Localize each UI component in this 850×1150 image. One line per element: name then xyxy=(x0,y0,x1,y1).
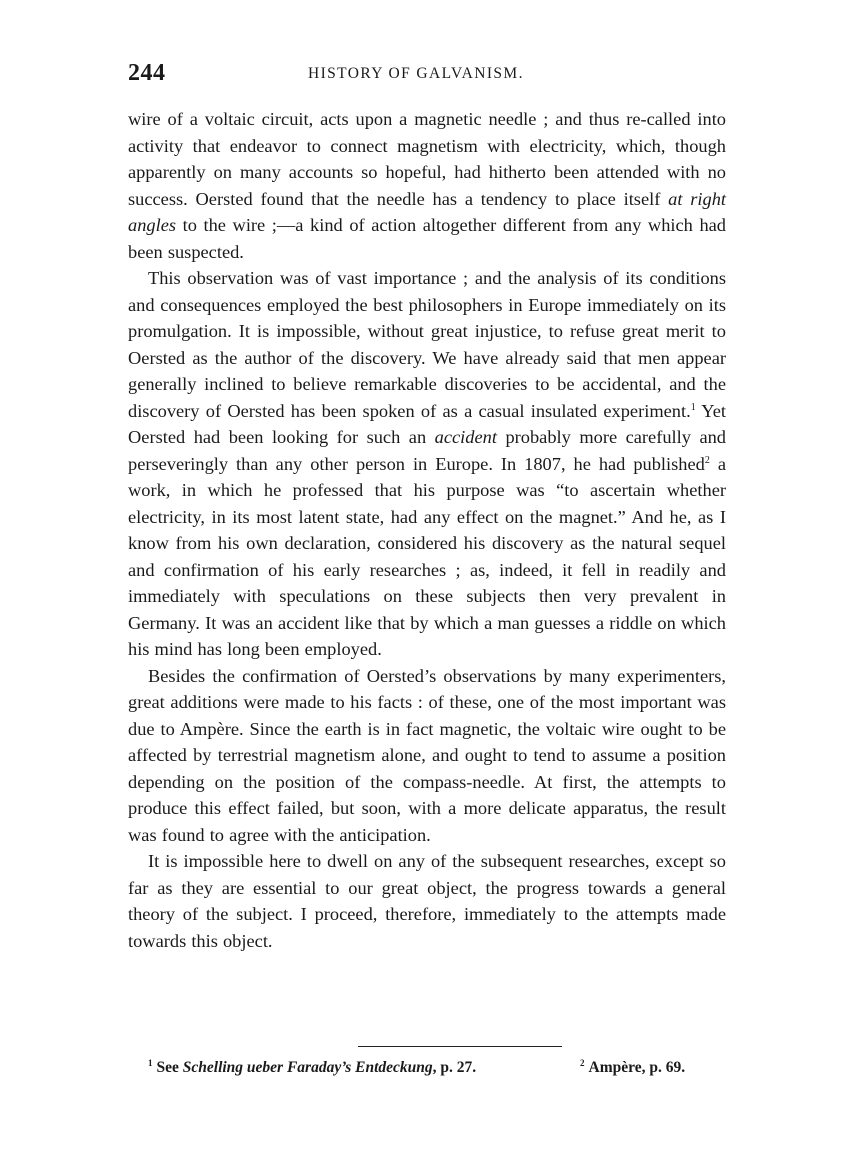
italic-text: at right angles xyxy=(128,188,727,235)
text-run: wire of a voltaic circuit, acts upon a magnetic needle ; and thus re-called into activity that endeavor to connect magnetism with electricity, which, though apparently on many accounts so hopeful, had hitherto been attended with no success. Oersted found that the needle has a tendency to place itself xyxy=(128,109,726,209)
footnote-mark: 1 xyxy=(148,1058,153,1068)
footnote xyxy=(148,1058,476,1077)
italic-text: Schelling ueber Faraday’s Entdeckung xyxy=(182,1059,433,1076)
text-run: Ampère, p. 69. xyxy=(588,1059,686,1076)
footnote-mark: 2 xyxy=(580,1058,585,1068)
footnote-divider xyxy=(358,1046,562,1047)
page-header xyxy=(128,60,726,90)
footnote-reference: 2 xyxy=(704,454,710,466)
paragraph xyxy=(128,265,726,663)
footnote xyxy=(580,1058,685,1077)
page-number: 244 xyxy=(128,60,166,86)
text-run: to the wire ;—a kind of action altogether different from any which had been suspected. xyxy=(128,215,726,262)
paragraph xyxy=(128,663,726,849)
text-run: , p. 27. xyxy=(432,1059,477,1076)
italic-text: accident xyxy=(434,427,497,447)
text-run: a work, in which he professed that his purpose was “to ascertain whether electricity, in its most latent state, had any effect on the magnet.” And he, as I know from his own declaration, considered his discovery as the natural sequel and confirmation of his early researches ; as, indeed, it fell in readily and immediately with speculations on these subjects then very prevalent in Germany. It was an accident like that by which a man guesses a riddle on which his mind has long been employed. xyxy=(128,453,726,659)
paragraph xyxy=(128,106,726,265)
text-run: This observation was of vast importance ; and the analysis of its conditions and consequences employed the best philosophers in Europe immediately on its promulgation. It is impossible, without great injustice, to refuse great merit to Oersted as the author of the discovery. We have already said that men appear generally inclined to believe remarkable discoveries to be accidental, and the discovery of Oersted has been spoken of as a casual insulated experiment. xyxy=(128,268,726,421)
paragraph xyxy=(128,848,726,954)
text-run: It is impossible here to dwell on any of the subsequent researches, except so far as they are essential to our great object, the progress towards a general theory of the subject. I proceed, therefore, immediately to the attempts made towards this object. xyxy=(128,851,726,951)
footnote-reference: 1 xyxy=(690,401,696,413)
text-run: See xyxy=(156,1059,183,1076)
text-run: Yet Oersted had been looking for such an xyxy=(128,400,726,447)
text-run: probably more carefully and perseveringly than any other person in Europe. In 1807, he had published xyxy=(128,427,726,474)
running-head: HISTORY OF GALVANISM. xyxy=(308,65,524,82)
body-text xyxy=(128,106,726,954)
text-run: Besides the confirmation of Oersted’s observations by many experimenters, great additions were made to his facts : of these, one of the most important was due to Ampère. Since the earth is in fact magnetic, the voltaic wire ought to be affected by terrestrial magnetism alone, and ought to tend to assume a position depending on the position of the compass-needle. At first, the attempts to produce this effect failed, but soon, with a more delicate apparatus, the result was found to agree with the anticipation. xyxy=(128,665,726,845)
